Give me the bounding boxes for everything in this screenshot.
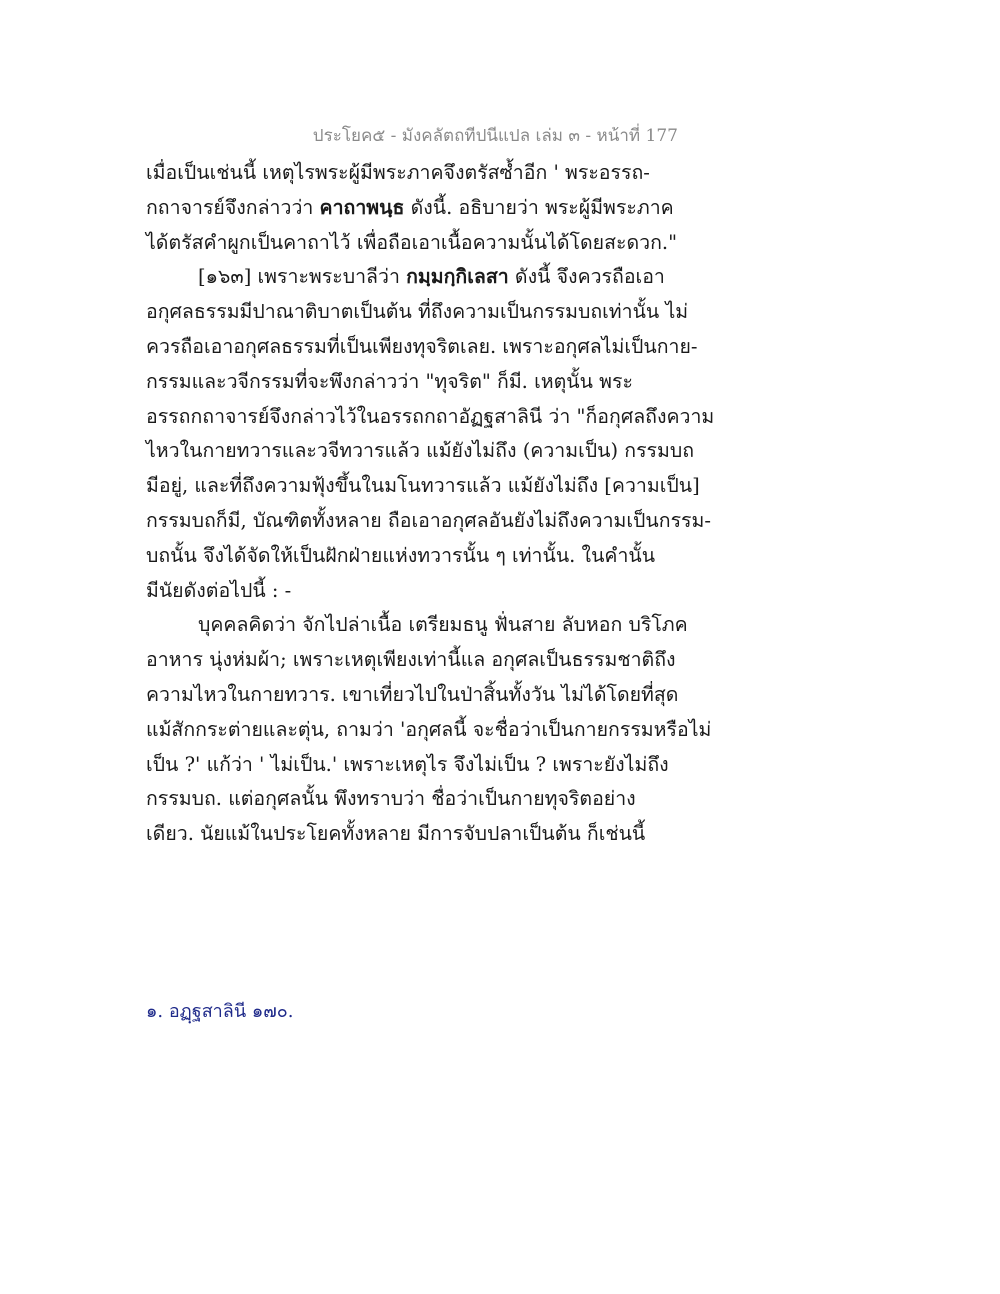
text-line: ความไหวในกายทวาร. เขาเที่ยวไปในป่าสิ้นทั้งวัน ไม่ได้โดยที่สุด <box>146 682 679 706</box>
text-line: เมื่อเป็นเช่นนี้ เหตุไรพระผู้มีพระภาคจึงตรัสซ้ำอีก ' พระอรรถ- <box>146 161 650 184</box>
text-line: ไหวในกายทวารและวจีทวารแล้ว แม้ยังไม่ถึง (ความเป็น) กรรมบถ <box>146 439 695 463</box>
text-line: มีอยู่, และที่ถึงความฟุ้งขึ้นในมโนทวารแล้ว แม้ยังไม่ถึง [ความเป็น] <box>146 474 700 498</box>
text-line: บถนั้น จึงได้จัดให้เป็นฝักฝ่ายแห่งทวารนั้น ๆ เท่านั้น. ในคำนั้น <box>146 543 656 567</box>
text-line: กรรมบถก็มี, บัณฑิตทั้งหลาย ถือเอาอกุศลอันยังไม่ถึงความเป็นกรรม- <box>146 508 711 532</box>
text-segment: [๑๖๓] เพราะพระบาลีว่า <box>198 265 407 289</box>
paragraph-start-line: บุคคลคิดว่า จักไปล่าเนื้อ เตรียมธนู ฟั่นสาย ลับหอก บริโภค <box>198 613 688 637</box>
text-line: อกุศลธรรมมีปาณาติบาตเป็นต้น ที่ถึงความเป็นกรรมบถเท่านั้น ไม่ <box>146 300 689 324</box>
body-text <box>146 156 715 852</box>
paragraph-start-line <box>146 260 706 295</box>
text-segment: ดังนี้ จึงควรถือเอา <box>508 265 665 289</box>
text-line: มีนัยดังต่อไปนี้ : - <box>146 578 292 602</box>
text-line: แม้สักกระต่ายและตุ่น, ถามว่า 'อกุศลนี้ จะชื่อว่าเป็นกายกรรมหรือไม่ <box>146 717 712 741</box>
text-line: อรรถกถาจารย์จึงกล่าวไว้ในอรรถกถาอัฏฐสาลินี ว่า "ก็อกุศลถึงความ <box>146 404 715 428</box>
text-line: ได้ตรัสคำผูกเป็นคาถาไว้ เพื่อถือเอาเนื้อความนั้นได้โดยสะดวก." <box>146 230 678 254</box>
text-line: กรรมบถ. แต่อกุศลนั้น พึงทราบว่า ชื่อว่าเป็นกายทุจริตอย่าง <box>146 787 636 811</box>
pali-term: คาถาพนฺธ <box>319 195 405 219</box>
pali-term: กมฺมกฺกิเลสา <box>406 265 509 289</box>
text-line: เป็น ?' แก้ว่า ' ไม่เป็น.' เพราะเหตุไร จึงไม่เป็น ? เพราะยังไม่ถึง <box>146 752 669 776</box>
text-line <box>146 191 706 226</box>
text-line: กรรมและวจีกรรมที่จะพึงกล่าวว่า "ทุจริต" ก็มี. เหตุนั้น พระ <box>146 369 633 393</box>
text-line: ควรถือเอาอกุศลธรรมที่เป็นเพียงทุจริตเลย. เพราะอกุศลไม่เป็นกาย- <box>146 334 698 358</box>
running-header: ประโยค๕ - มังคลัตถทีปนีแปล เล่ม ๓ - หน้าที่ 177 <box>312 126 678 146</box>
text-segment: กถาจารย์จึงกล่าวว่า <box>146 195 320 219</box>
text-line: อาหาร นุ่งห่มผ้า; เพราะเหตุเพียงเท่านี้แล อกุศลเป็นธรรมชาติถึง <box>146 648 676 672</box>
text-segment: ดังนี้. อธิบายว่า พระผู้มีพระภาค <box>404 195 674 219</box>
text-line: เดียว. นัยแม้ในประโยคทั้งหลาย มีการจับปลาเป็นต้น ก็เช่นนี้ <box>146 822 646 846</box>
footnote: ๑. อฏฺฐสาลินี ๑๗๐. <box>146 1001 294 1022</box>
